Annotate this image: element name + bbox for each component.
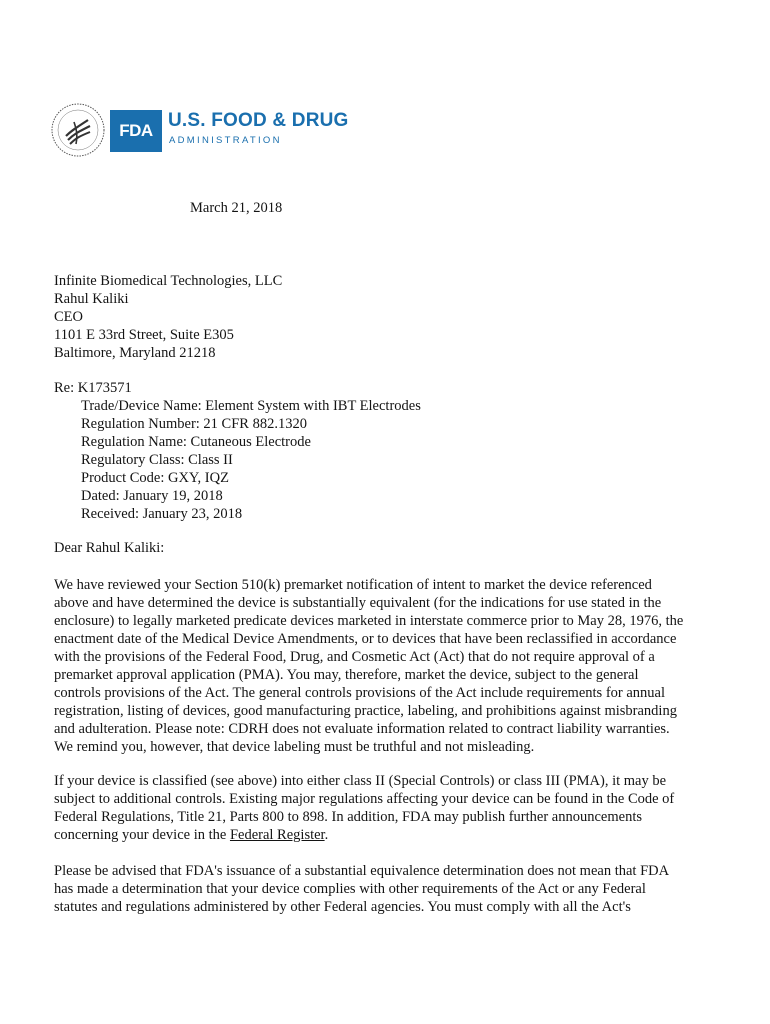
paragraph-line bbox=[54, 826, 718, 844]
recipient-city: Baltimore, Maryland 21218 bbox=[54, 345, 216, 361]
re-dated: Dated: January 19, 2018 bbox=[81, 488, 223, 504]
recipient-street: 1101 E 33rd Street, Suite E305 bbox=[54, 327, 234, 343]
paragraph-line: controls provisions of the Act. The general controls provisions of the Act include requirements for annual bbox=[54, 685, 666, 701]
paragraph-line: We remind you, however, that device labeling must be truthful and not misleading. bbox=[54, 739, 535, 755]
re-block bbox=[54, 379, 421, 523]
paragraph-text: . bbox=[324, 827, 329, 843]
agency-subname: ADMINISTRATION bbox=[169, 135, 282, 146]
paragraph-line: Please be advised that FDA's issuance of a substantial equivalence determination does not mean that FDA bbox=[54, 863, 670, 879]
fda-abbr: FDA bbox=[119, 121, 153, 140]
paragraph-line: We have reviewed your Section 510(k) premarket notification of intent to market the device referenced bbox=[54, 577, 652, 593]
paragraph-line: and adulteration. Please note: CDRH does not evaluate information related to contract liability warranties. bbox=[54, 721, 670, 737]
paragraph-compliance bbox=[54, 862, 718, 916]
re-regulation-name: Regulation Name: Cutaneous Electrode bbox=[81, 434, 311, 450]
paragraph-substantial-equivalence bbox=[54, 576, 718, 756]
re-product-code: Product Code: GXY, IQZ bbox=[81, 470, 229, 486]
paragraph-line: subject to additional controls. Existing major regulations affecting your device can be found in the Code of bbox=[54, 791, 675, 807]
re-regulation-number: Regulation Number: 21 CFR 882.1320 bbox=[81, 416, 307, 432]
paragraph-text: concerning your device in the bbox=[54, 827, 230, 843]
recipient-name: Rahul Kaliki bbox=[54, 291, 129, 307]
fda-logo-box bbox=[110, 110, 162, 152]
re-device-name: Trade/Device Name: Element System with IBT Electrodes bbox=[81, 398, 421, 414]
paragraph-line: has made a determination that your device complies with other requirements of the Act or any Federal bbox=[54, 881, 646, 897]
paragraph-line: statutes and regulations administered by other Federal agencies. You must comply with all the Act's bbox=[54, 899, 631, 915]
paragraph-additional-controls bbox=[54, 772, 718, 844]
hhs-seal-icon bbox=[50, 102, 106, 158]
federal-register-link[interactable]: Federal Register bbox=[229, 827, 325, 843]
agency-name: U.S. FOOD & DRUG bbox=[168, 110, 349, 131]
paragraph-line: If your device is classified (see above) into either class II (Special Controls) or class III (PMA), it may be bbox=[54, 773, 667, 789]
recipient-company: Infinite Biomedical Technologies, LLC bbox=[54, 273, 283, 289]
paragraph-line: Federal Regulations, Title 21, Parts 800 to 898. In addition, FDA may publish further announcements bbox=[54, 809, 643, 825]
paragraph-line: registration, listing of devices, good manufacturing practice, labeling, and prohibitions against misbranding bbox=[54, 703, 677, 719]
re-received: Received: January 23, 2018 bbox=[81, 506, 243, 522]
recipient-title: CEO bbox=[54, 309, 83, 325]
paragraph-line: premarket approval application (PMA). You may, therefore, market the device, subject to the general bbox=[54, 667, 639, 683]
paragraph-line: enactment date of the Medical Device Amendments, or to devices that have been reclassified in accordance bbox=[54, 631, 677, 647]
recipient-address bbox=[54, 272, 282, 362]
re-details bbox=[54, 397, 421, 523]
re-number: Re: K173571 bbox=[54, 380, 132, 396]
re-regulatory-class: Regulatory Class: Class II bbox=[81, 452, 233, 468]
letterhead bbox=[50, 102, 350, 162]
letter-date: March 21, 2018 bbox=[190, 200, 283, 216]
paragraph-line: enclosure) to legally marketed predicate devices marketed in interstate commerce prior to May 28, 1976, the bbox=[54, 613, 684, 629]
paragraph-line: above and have determined the device is substantially equivalent (for the indications for use stated in the bbox=[54, 595, 662, 611]
paragraph-line: with the provisions of the Federal Food, Drug, and Cosmetic Act (Act) that do not require approval of a bbox=[54, 649, 655, 665]
salutation: Dear Rahul Kaliki: bbox=[54, 540, 165, 556]
